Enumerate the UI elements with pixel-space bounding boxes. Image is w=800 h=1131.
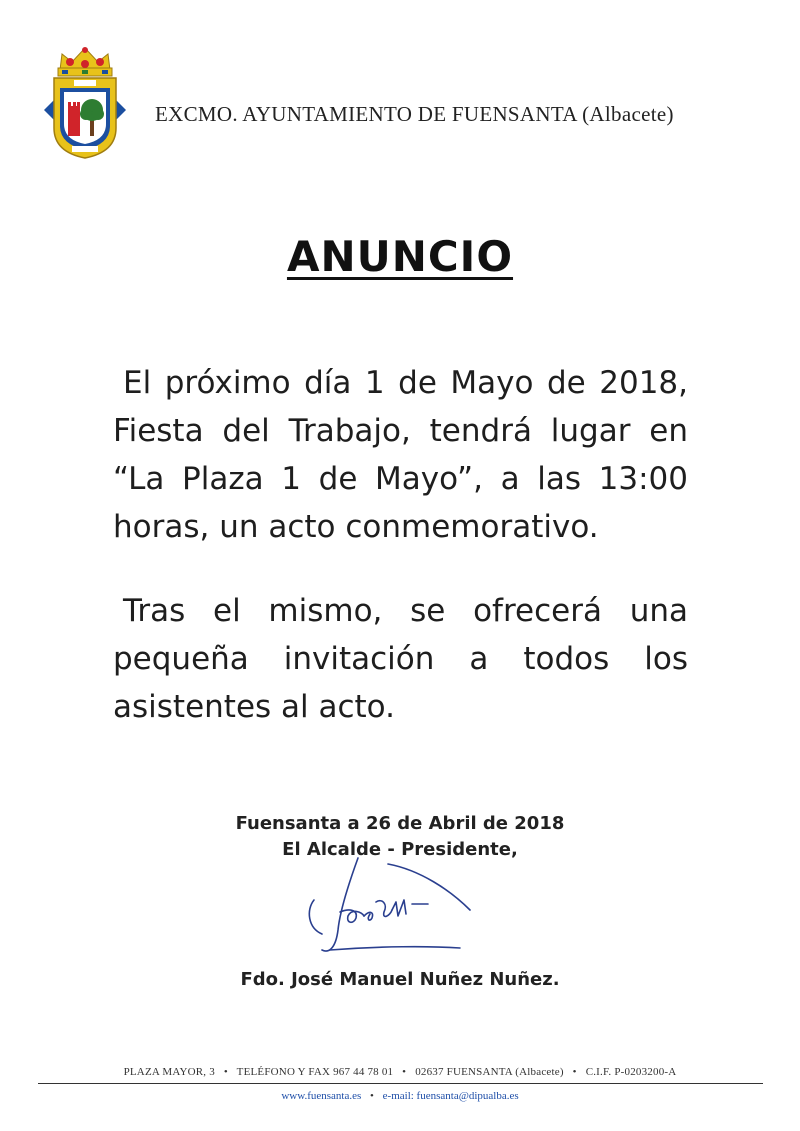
signature-role: El Alcalde - Presidente,	[282, 839, 518, 860]
footer-postal: 02637 FUENSANTA (Albacete)	[415, 1066, 564, 1078]
signatory-name: Fdo. José Manuel Nuñez Nuñez.	[240, 969, 560, 990]
footer-separator: •	[572, 1066, 577, 1078]
footer-divider	[38, 1083, 763, 1084]
footer-phone: TELÉFONO Y FAX 967 44 78 01	[236, 1066, 394, 1078]
coat-of-arms-icon	[40, 40, 130, 162]
footer-separator: •	[370, 1090, 374, 1102]
title-container	[0, 232, 800, 281]
header-title: EXCMO. AYUNTAMIENTO DE FUENSANTA (Albacete)	[155, 102, 674, 126]
footer-address: PLAZA MAYOR, 3	[123, 1066, 215, 1078]
footer-contact-line	[0, 1090, 800, 1102]
document-title: ANUNCIO	[286, 232, 514, 281]
footer-website-link[interactable]: www.fuensanta.es	[281, 1090, 362, 1102]
footer-separator: •	[402, 1066, 407, 1078]
footer-separator: •	[223, 1066, 228, 1078]
handwritten-signature	[300, 850, 520, 965]
signature-date: Fuensanta a 26 de Abril de 2018	[235, 813, 565, 834]
paragraph-announcement: El próximo día 1 de Mayo de 2018, Fiesta del Trabajo, tendrá lugar en “La Plaza 1 de Mayo”, a las 13:00 horas, un acto conmemorativo.	[113, 365, 688, 545]
footer-cif: C.I.F. P-0203200-A	[585, 1066, 677, 1078]
footer-address-line	[0, 1066, 800, 1078]
paragraph-invitation: Tras el mismo, se ofrecerá una pequeña invitación a todos los asistentes al acto.	[113, 593, 688, 725]
footer-email-link[interactable]: e-mail: fuensanta@dipualba.es	[382, 1090, 519, 1102]
